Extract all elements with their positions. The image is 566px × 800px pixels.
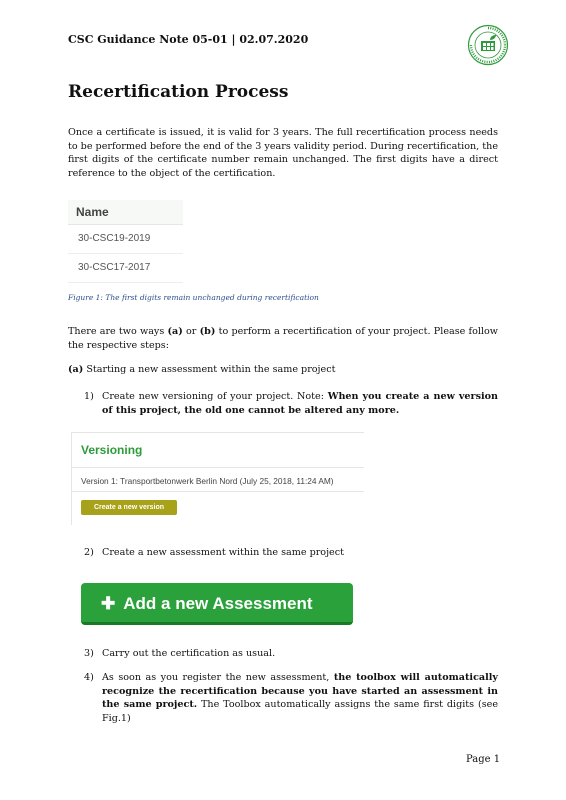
step-number: 2) [84,547,94,558]
add-assessment-label: Add a new Assessment [123,594,313,613]
page-title: Recertification Process [68,82,289,102]
plus-icon: ✚ [101,594,116,613]
step-2 [84,546,498,560]
ways-paragraph: There are two ways (a) or (b) to perform a recertification of your project. Please follow the respective steps: [68,326,498,351]
page-number: Page 1 [466,754,501,765]
add-new-assessment-button[interactable] [81,583,353,625]
step-3 [84,647,498,661]
step-1 [84,390,498,417]
versioning-title: Versioning [81,443,143,457]
table-row: 30-CSC17-2017 [68,254,183,283]
create-new-version-button[interactable]: Create a new version [81,500,177,515]
step-text: Create new versioning of your project. Note: When you create a new version of this project, the old one cannot be altered any more. [102,391,499,416]
divider [72,491,364,492]
step-text: Create a new assessment within the same project [102,547,344,558]
divider [72,467,364,468]
step-number: 4) [84,672,94,683]
step-text: Carry out the certification as usual. [102,648,276,659]
table-row: 30-CSC19-2019 [68,225,183,254]
intro-paragraph: Once a certificate is issued, it is valid for 3 years. The full recertification process needs to be performed before the end of the 3 years validity period. During recertification, the first digits of the certificate number remain unchanged. The first digits have a direct reference to the object of the certification. [68,127,498,179]
figure-caption: Figure 1: The first digits remain unchanged during recertification [68,293,319,302]
step-4 [84,671,498,725]
step-text: As soon as you register the new assessment, the toolbox will automatically recognize the recertification because you have started an assessment in the same project. The Toolbox automatically assigns the same first digits (see Fig.1) [102,672,498,724]
csc-logo [467,24,509,66]
document-header: CSC Guidance Note 05-01 | 02.07.2020 [68,33,309,46]
step-number: 1) [84,391,94,402]
versioning-panel [71,432,364,525]
step-number: 3) [84,648,94,659]
table-header: Name [68,200,183,225]
version-entry[interactable]: Version 1: Transportbetonwerk Berlin Nord (July 25, 2018, 11:24 AM) [81,476,334,486]
section-a-heading: (a) Starting a new assessment within the same project [68,364,336,375]
certificate-name-table [68,200,183,283]
